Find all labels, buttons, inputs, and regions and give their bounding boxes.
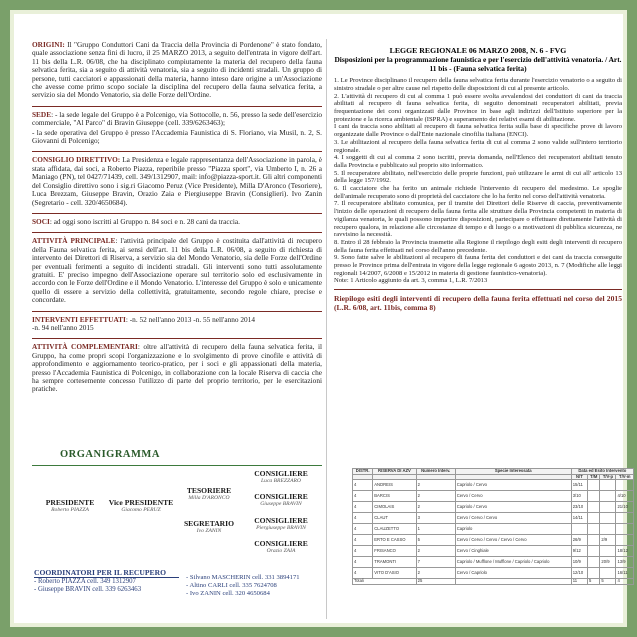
law-paragraph: 1. Le Province disciplinano il recupero della fauna selvatica ferita durante l'esercizio venatorio o a seguito di sinistro stradale o per altre cause nel rispetto delle disposizioni di cui al presente articolo. [334, 77, 622, 92]
coordinatori-block-2 [186, 574, 326, 598]
table-cell [616, 524, 634, 535]
table-cell: Cervo / Cervo / Cervo [455, 513, 571, 524]
table-cell: 4 [353, 557, 373, 568]
attivita-paragraph [32, 237, 322, 304]
document-page [14, 14, 631, 623]
table-cell [588, 513, 600, 524]
sede-paragraph-2 [32, 129, 322, 146]
law-paragraph: 9. Sono fatte salve le abilitazioni al recupero di fauna ferita dei conduttori e dei cani da traccia conseguite presso le Province prima dell'entrata in vigore della legge regionale 6 agosto 2013, n. 7 (Modifiche alle leggi regionali 14/2007, 6/2008 e 15/2012 in materia di gestione faunistico-venatoria). [334, 254, 622, 277]
consiglio-text: La Presidenza e legale rappresentanza dell'Associazione in parola, è stata affidata, dai soci, a Roberto Piazza, reperibile presso "Piazza sport", via Umberto I, n. 26 a Maniago (PN), tel 0427/71439, cell. 349/1312907, mail: info@piazza-sport.it. Gli altri componenti del Consiglio direttivo sono i sig.ri Giacomo Peruz (Vice Presidente), Milla D'Aronco (Tesoriere), Luca Brezzam, Giuseppe Bravin, Orazio Zaia e Piergiuseppe Bravin (Consiglieri). Ivo Zanin (Segretario - cell. 320/4650684). [32, 155, 322, 207]
table-total-row [353, 579, 634, 585]
table-header-cell: Data ed Esito Intervento [571, 469, 633, 475]
table-cell: 20/9 [600, 557, 616, 568]
table-cell: Capriolo / Mufflone / Mufflone / Capriolo / Capriolo [455, 557, 571, 568]
table-row [353, 546, 634, 557]
table-cell: 15/11 [571, 480, 587, 491]
table-cell: 16/11 [616, 568, 634, 579]
consiglio-paragraph [32, 156, 322, 206]
table-cell: 21/10 [616, 502, 634, 513]
role-tesoriere [179, 486, 239, 501]
table-row [353, 535, 634, 546]
interventi-paragraph-2 [32, 324, 322, 332]
law-paragraph: 8. Entro il 28 febbraio la Provincia trasmette alla Regione il riepilogo degli esiti degli interventi di recupero della fauna ferita effettuati nel corso dell'anno precedente. [334, 238, 622, 254]
law-title: LEGGE REGIONALE 06 MARZO 2008, N. 6 - FVG [389, 46, 567, 55]
divider-line [334, 289, 622, 290]
table-cell [588, 535, 600, 546]
table-cell [616, 480, 634, 491]
table-cell [588, 557, 600, 568]
divider-line [32, 106, 322, 107]
role-consigliere-2 [246, 492, 316, 507]
divider-line [32, 338, 322, 339]
interventi-text-2: -n. 94 nell'anno 2015 [32, 322, 94, 332]
table-cell: 4 [353, 513, 373, 524]
origini-text: Il "Gruppo Conduttori Cani da Traccia della Provincia di Pordenone" è stato fondato, quale associazione senza fini di lucro, il 25 MARZO 2013, a seguito dell'entrata in vigore dell'art. 11 bis della L.R. 06/08, che ha disciplinato compiutamente la materia del recupero della fauna selvatica ferita, sia a seguito di attività venatoria, sia a seguito di incidenti stradali. Un gruppo di persone, tutti cacciatori e appassionati della materia, hanno inteso dare origine a un'Associazione che avesse come primo scopo sociale la disciplina del recupero della fauna selvatica ferita, a servizio sia del Mondo Venatorio, sia delle Forze dell'Ordine. [32, 40, 322, 100]
interventi-heading: INTERVENTI EFFETTUATI [32, 314, 126, 324]
table-cell: 23/10 [571, 502, 587, 513]
table-cell [588, 491, 600, 502]
role-name: Luca BREZZARO [261, 478, 301, 484]
table-cell: CLAUT [373, 513, 416, 524]
table-cell [600, 524, 616, 535]
table-cell: Capriolo / Cervo [455, 480, 571, 491]
role-label: CONSIGLIERE [254, 492, 308, 501]
table-cell: 2/9 [600, 535, 616, 546]
table-row [353, 524, 634, 535]
divider-line [32, 311, 322, 312]
role-name: Roberto PIAZZA [51, 507, 89, 513]
table-cell: Cervo / Cervo / Cervo / Cervo / Cervo [455, 535, 571, 546]
coordinatore-3: - Silvano MASCHERIN cell. 331 3894171 [186, 574, 300, 581]
interventi-table [352, 468, 634, 585]
law-note: Note: 1 Articolo aggiunto da art. 3, comma 1, L.R. 7/2013 [334, 277, 488, 285]
table-cell: 12/10 [571, 568, 587, 579]
role-label: CONSIGLIERE [254, 516, 308, 525]
table-cell: 5 [416, 535, 455, 546]
law-paragraph: 4. I soggetti di cui al comma 2 sono iscritti, previa domanda, nell'Elenco dei recuperatori abilitati tenuto dalla Provincia e pubblicato sul proprio sito informatico. [334, 154, 622, 169]
table-cell [616, 513, 634, 524]
table-cell [600, 502, 616, 513]
table-body [353, 480, 634, 585]
table-cell: 7 [416, 557, 455, 568]
origini-heading: ORIGINI: [32, 40, 65, 49]
table-cell [571, 524, 587, 535]
soci-text: : ad oggi sono iscritti al Gruppo n. 84 soci e n. 28 cani da traccia. [49, 216, 240, 226]
role-label: Vice PRESIDENTE [108, 498, 174, 507]
table-cell: 2 [416, 491, 455, 502]
law-paragraph: 3. Le abilitazioni al recupero della fauna selvatica ferita di cui al comma 2 sono valide sull'intero territorio regionale. [334, 138, 622, 154]
coordinatori-block [34, 569, 179, 594]
table-header-cell: Specie Interessata [455, 469, 571, 475]
table-cell [616, 535, 634, 546]
coordinatori-title: COORDINATORI PER IL RECUPERO [34, 569, 179, 578]
left-column [32, 41, 322, 400]
table-cell: 1 [416, 524, 455, 535]
table-total-cell: 5 [588, 579, 600, 585]
law-paragraph: 5. Il recuperatore abilitato, nell'esercizio delle proprie funzioni, può utilizzare le armi di cui all' articolo 13 della legge 157/1992. [334, 169, 622, 185]
table-cell: Cervo / Capriolo [455, 568, 571, 579]
table-row [353, 568, 634, 579]
table-cell [588, 480, 600, 491]
table-cell: ERTO E CASSO [373, 535, 416, 546]
table-cell: 13/9 [616, 557, 634, 568]
divider-line [32, 213, 322, 214]
table-cell: 4 [353, 502, 373, 513]
role-presidente [40, 498, 100, 513]
role-name: Ivo ZANIN [196, 528, 222, 534]
table-cell: Cervo / Cervo [455, 491, 571, 502]
law-paragraph: 6. Il cacciatore che ha ferito un animale richiede l'intervento di recupero del medesimo. Le spoglie dell'animale recuperato sono di proprietà del cacciatore che lo ha ferito nel corso dell'attività venatoria. [334, 185, 622, 200]
role-name: Milla D'ARONCO [188, 495, 230, 501]
table-cell: 3 [416, 513, 455, 524]
coordinatore-2: - Giuseppe BRAVIN cell. 339 6263463 [34, 586, 142, 593]
table-cell: 2 [416, 568, 455, 579]
attivita-text: : l'attività principale del Gruppo è costituita dall'attività di recupero della Fauna selvatica ferita, ai sensi dell'art. 11 bis della L.R. 06/08, a seguito di richiesta di intervento dei Direttori di Riserva, a servizio sia del Mondo Venatorio, sia delle Forze dell'Ordine per eventuali ferimenti a seguito di incidenti stradali. Gli interventi sono tutti assolutamente gratuiti. E' preciso impegno dell'Associazione operare sul territorio solo ed esclusivamente in accordo con le Forze dell'Ordine e il Mondo Venatorio. L'interesse del Gruppo è solo e unicamente quello di essere a servizio della collettività, gratuitamente, secondo regole chiare, precise e concordate. [32, 236, 322, 305]
soci-heading: SOCI [32, 216, 50, 226]
table-total-cell: 11 [571, 579, 587, 585]
table-cell: 4 [353, 568, 373, 579]
role-consigliere-3 [246, 516, 316, 531]
table-cell: 2 [416, 546, 455, 557]
table-cell: 9/12 [571, 546, 587, 557]
table-cell [588, 524, 600, 535]
law-subtitle: Disposizioni per la programmazione faunistica e per l'esercizio dell'attività venatoria. / Art. 11 bis - (Fauna selvatica ferita) [334, 55, 622, 73]
table-cell: 4 [353, 535, 373, 546]
table-cell [600, 480, 616, 491]
table-subheader-cell: T/M [588, 474, 600, 480]
role-label: CONSIGLIERE [254, 469, 308, 478]
attivita-heading: ATTIVITÀ PRINCIPALE [32, 236, 116, 246]
role-segretario [177, 519, 241, 534]
table-cell: CLAUZETTO [373, 524, 416, 535]
compl-paragraph [32, 343, 322, 393]
table-subheader-cell: T/V-m [616, 474, 634, 480]
divider-line [32, 232, 322, 233]
table-cell: 4 [353, 524, 373, 535]
organigramma-title: ORGANIGRAMMA [60, 449, 160, 460]
table-cell: 2 [416, 502, 455, 513]
consiglio-heading: CONSIGLIO DIRETTIVO: [32, 155, 121, 165]
role-label: CONSIGLIERE [254, 539, 308, 548]
riepilogo-title: Riepilogo esiti degli interventi di recupero della fauna ferita effettuati nel corso del 2015 (L.R. 6/08, art. 11bis, comma 8) [334, 294, 622, 313]
table-subheader-cell: T/V-p [600, 474, 616, 480]
table-total-cell: 5 [600, 579, 616, 585]
law-paragraph: I cani da traccia sono abilitati al recupero di fauna selvatica ferita sulla base di specifiche prove di lavoro organizzate dalle Province o dall'Ente nazionale cinofilia italiana (ENCI). [334, 123, 622, 139]
role-consigliere-4 [246, 539, 316, 554]
role-label: PRESIDENTE [45, 498, 95, 507]
role-vice-presidente [104, 498, 178, 513]
table-cell: CIMOLAIS [373, 502, 416, 513]
table-cell: 10/9 [571, 557, 587, 568]
sede-heading: SEDE [32, 109, 52, 119]
compl-text: : oltre all'attività di recupero della fauna selvatica ferita, il Gruppo, ha come propri scopi l'organizzazione e lo svolgimento di prove cinofile e attività di approfondimento e aggiornamento teorico-pratico, per i soci e gli appassionati della materia, presso l'Accademia Faunistica di Polcenigo, in collaborazione con la locale Riserva di caccia che ha sempre cortesemente concesso l'utilizzo di parte del proprio territorio, per le esercitazioni pratiche. [32, 342, 322, 394]
role-name: Giacomo PERUZ [121, 507, 161, 513]
table-cell: 4 [353, 546, 373, 557]
table-header-cell: Numero Interv. [416, 469, 455, 475]
table-total-cell [455, 579, 571, 585]
role-label: SEGRETARIO [183, 519, 235, 528]
table-cell [600, 513, 616, 524]
table-cell: 14/11 [571, 513, 587, 524]
role-name: Piergiuseppe BRAVIN [256, 525, 306, 531]
table-row [353, 491, 634, 502]
table-row [353, 557, 634, 568]
table-header-cell: RISERVA DI AZV [373, 469, 416, 475]
coordinatore-4: - Altino CARLI cell. 335 7624708 [186, 582, 277, 589]
table-cell: 3/10 [571, 491, 587, 502]
sede-paragraph [32, 111, 322, 128]
table-cell: Cervo / Cinghiale [455, 546, 571, 557]
table-cell [600, 568, 616, 579]
table-cell: 18/12 [616, 546, 634, 557]
table-cell: 26/9 [571, 535, 587, 546]
table-total-cell: 4 [616, 579, 634, 585]
compl-heading: ATTIVITÀ COMPLEMENTARI [32, 342, 138, 352]
table-cell: VITO D'ASIO [373, 568, 416, 579]
origini-paragraph [32, 41, 322, 100]
table-subheader-cell: N/T [571, 474, 587, 480]
table-row [353, 502, 634, 513]
coordinatore-5: - Ivo ZANIN cell. 320 4650684 [186, 590, 270, 597]
table-cell: BARCIS [373, 491, 416, 502]
table-cell [588, 568, 600, 579]
table-row [353, 480, 634, 491]
interventi-text-1: : -n. 52 nell'anno 2013 -n. 55 nell'anno 2014 [125, 314, 255, 324]
table-cell: 4 [353, 491, 373, 502]
role-name: Orazio ZAIA [266, 548, 296, 554]
divider-line [32, 151, 322, 152]
table-cell: ANDREIS [373, 480, 416, 491]
sede-text-2: - la sede operativa del Gruppo è presso l'Accademia Faunistica di S. Floriano, via Musil, n. 2, S. Giovanni di Polcenigo; [32, 127, 322, 146]
table-row [353, 513, 634, 524]
table-cell [588, 546, 600, 557]
role-label: TESORIERE [186, 486, 232, 495]
organigramma-rule [32, 465, 322, 466]
table-header-cell: DISTR. [353, 469, 373, 475]
law-paragraph: 2. L'attività di recupero di cui al comma 1 può essere svolta avvalendosi dei conduttori di cani da traccia abilitati al recupero di fauna selvatica ferita, di seguito denominati recuperatori abilitati, previa frequentazione dei corsi organizzati dalle Province in base agli indirizzi dell'Istituto superiore per la protezione e la ricerca ambientale (ISPRA) e superamento dei relativi esami di abilitazione. [334, 92, 622, 123]
right-column [334, 44, 622, 318]
table-cell: 4 [353, 480, 373, 491]
table-cell: Capriolo [455, 524, 571, 535]
role-name: Giuseppe BRAVIN [260, 501, 302, 507]
table-cell [600, 546, 616, 557]
law-paragraph: 7. Il recuperatore abilitato comunica, per il tramite dei Direttori delle Riserve di caccia, preventivamente l'inizio delle operazioni di recupero della fauna ferita alle strutture della Provincia competenti in materia di vigilanza venatoria, le quali possono impartire disposizioni, partecipare o effettuare direttamente l'attività di recupero qualora, in relazione alle circostanze di tempo e di luogo o a motivazioni di pubblica sicurezza, ne ravvisino la necessità. [334, 200, 622, 239]
table-cell: 4/10 [616, 491, 634, 502]
table-cell [600, 491, 616, 502]
table-cell [588, 502, 600, 513]
table-cell: FRISANCO [373, 546, 416, 557]
sede-text-1: : - la sede legale del Gruppo è a Polcenigo, via Sottocolle, n. 56, presso la sede dell'esercizio commerciale, "Al Parco" di Bravin Giuseppe (cell. 339/6263463); [32, 109, 322, 128]
soci-paragraph [32, 218, 322, 226]
table-total-label: Totali [353, 579, 417, 585]
column-divider [326, 39, 327, 619]
table-total-cell: 25 [416, 579, 455, 585]
coordinatore-1: - Roberto PIAZZA cell. 349 1312907 [34, 578, 136, 585]
table-cell: Capriolo / Cervo [455, 502, 571, 513]
table-cell: 2 [416, 480, 455, 491]
table-cell: TRAMONTI [373, 557, 416, 568]
role-consigliere-1 [246, 469, 316, 484]
